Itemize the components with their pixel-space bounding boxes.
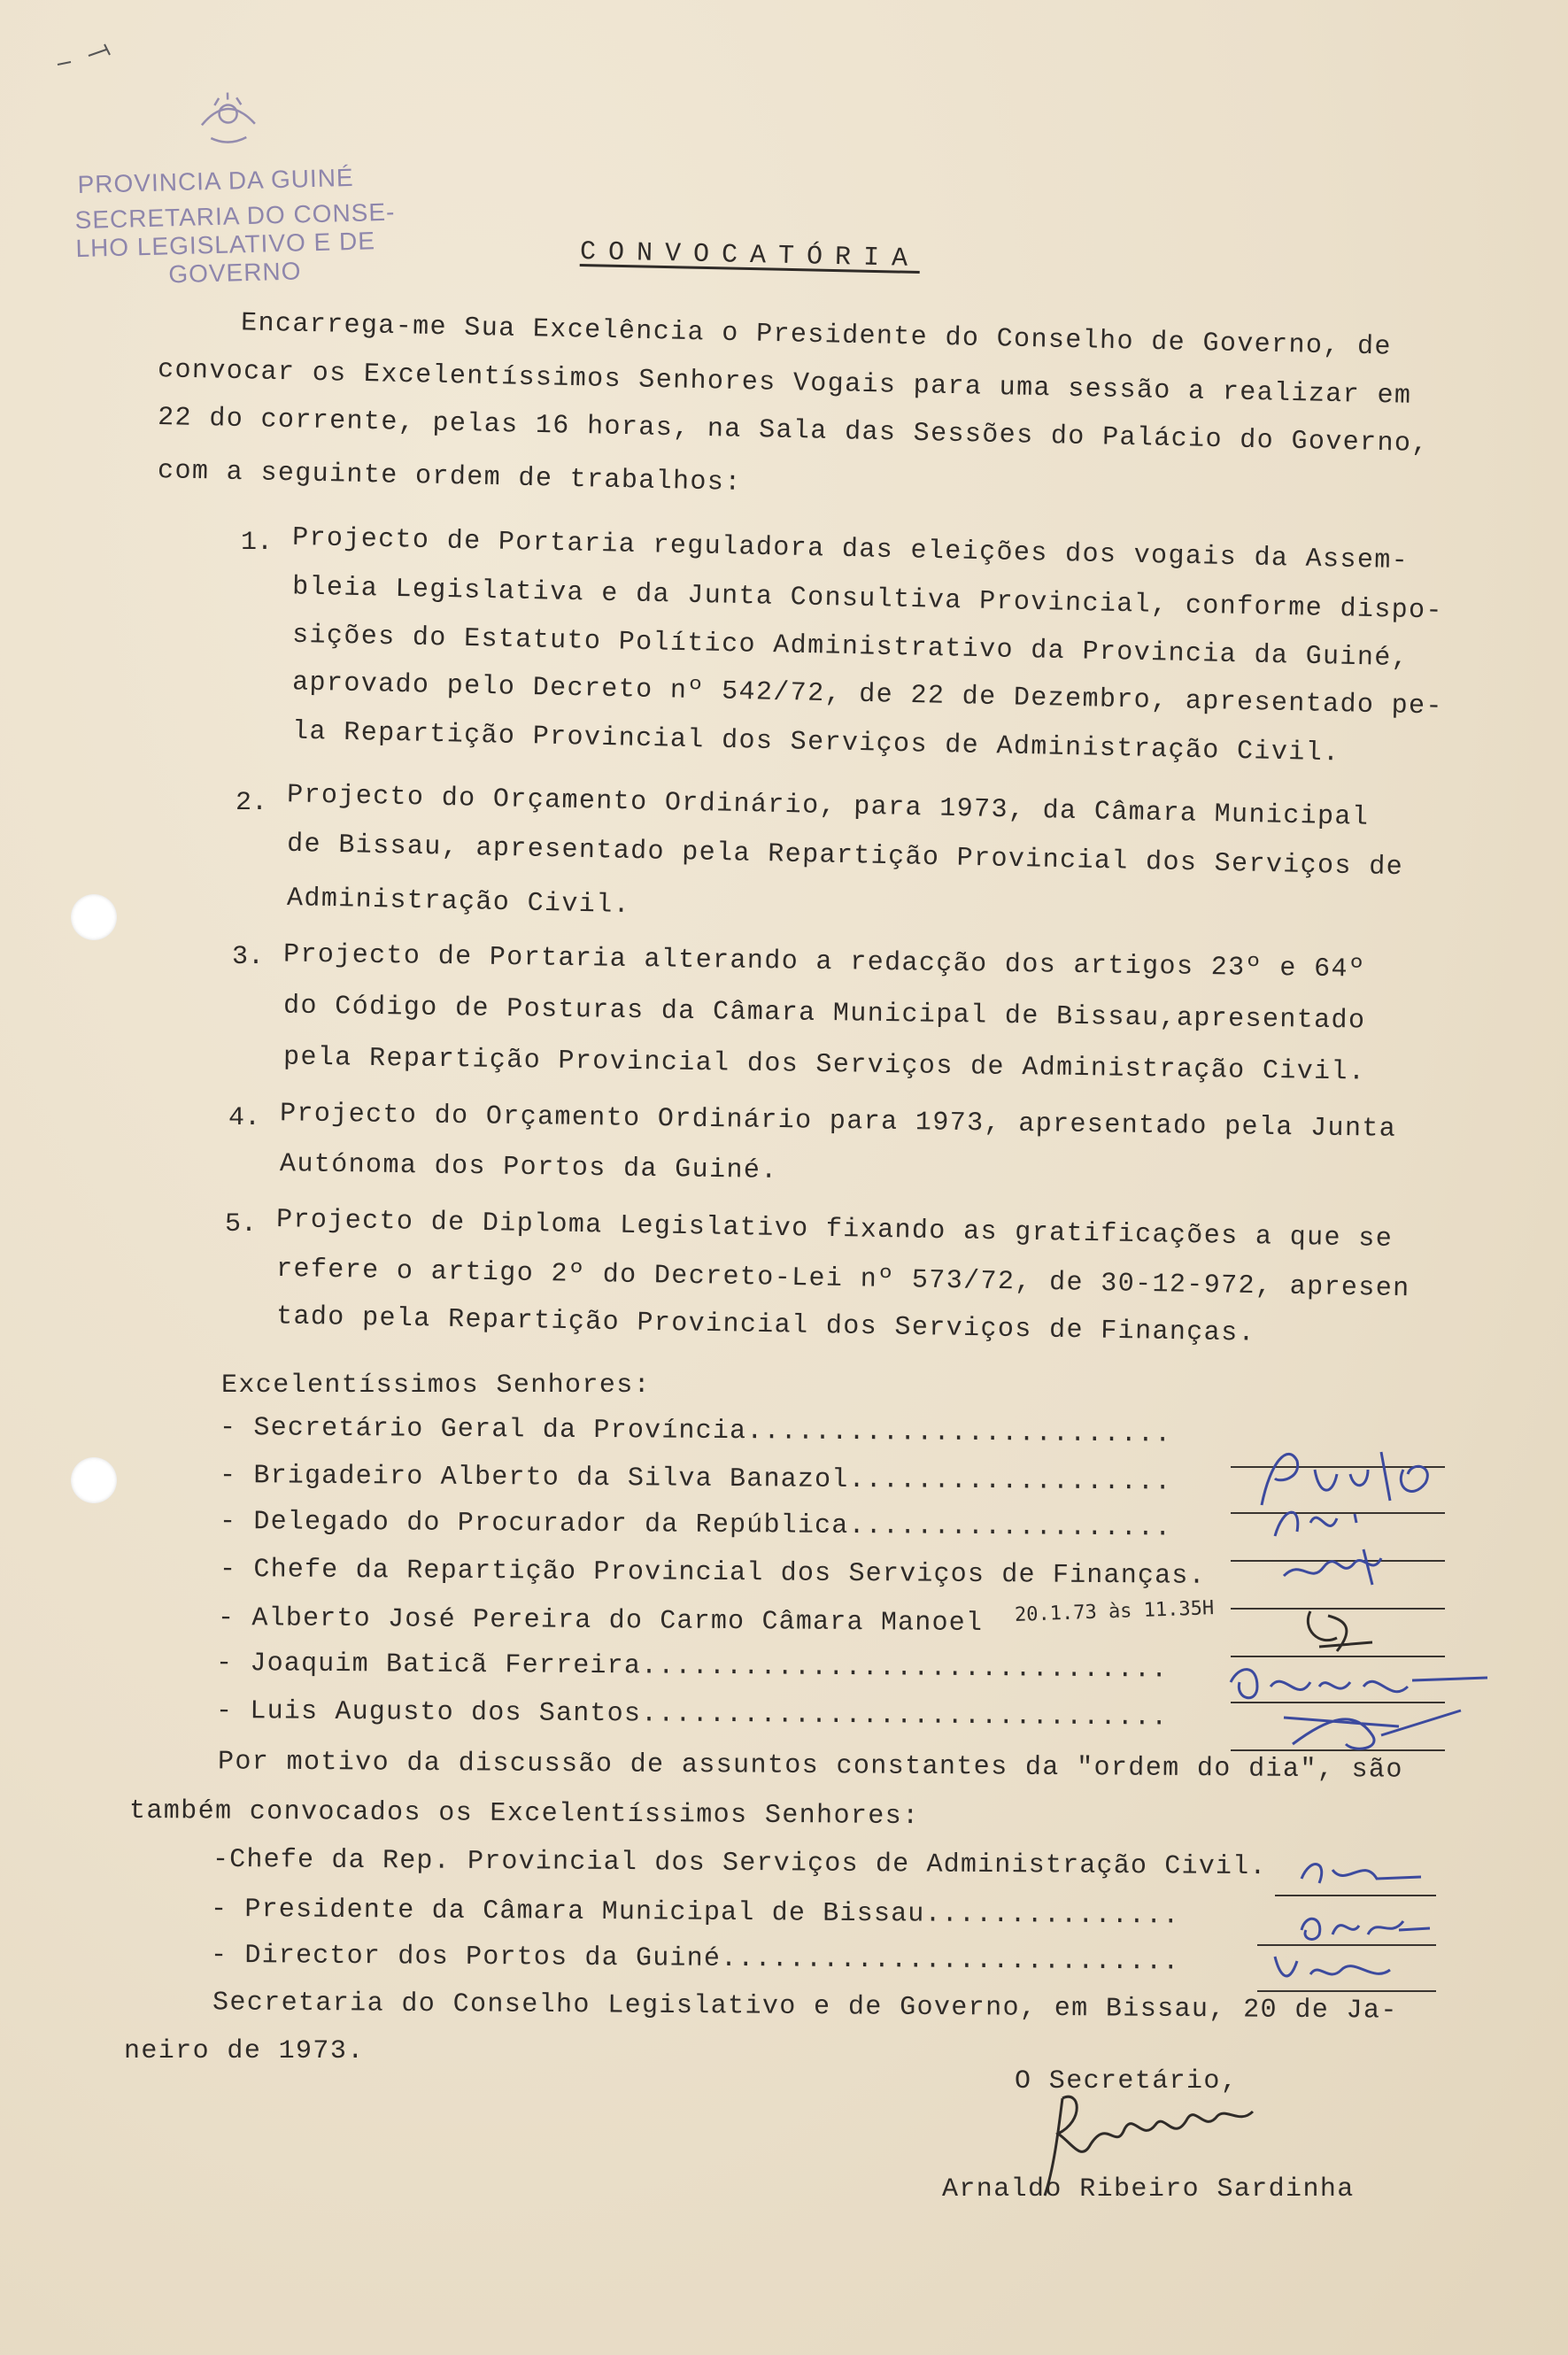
signature-role: O Secretário, (1015, 2066, 1239, 2096)
agenda-4-line-1: Projecto do Orçamento Ordinário para 1973, apresentado pela Junta (279, 1099, 1397, 1145)
member-row-1: - Secretário Geral da Província......................... (219, 1413, 1172, 1450)
agenda-3-line-1: Projecto de Portaria alterando a redacção dos artigos 23º e 64º (282, 939, 1366, 985)
agenda-1-line-5: la Repartição Provincial dos Serviços de Administração Civil. (291, 716, 1340, 769)
agenda-4-line-2: Autónoma dos Portos da Guiné. (279, 1149, 778, 1186)
agenda-1-line-1: Projecto de Portaria reguladora das eleições dos vogais da Assem- (291, 522, 1410, 577)
other-row-1: -Chefe da Rep. Provincial dos Serviços de Administração Civil. (212, 1844, 1267, 1883)
member-row-7: - Luis Augusto dos Santos............................... (215, 1696, 1169, 1733)
other-signature-3 (1257, 1948, 1417, 1992)
stamp-line-4: GOVERNO (167, 257, 302, 289)
coat-of-arms-icon (192, 89, 265, 152)
also-convoked-line-2: também convocados os Excelentíssimos Senhores: (128, 1795, 920, 1833)
member-row-2: - Brigadeiro Alberto da Silva Banazol................... (219, 1461, 1172, 1498)
member-signature-4 (1293, 1602, 1381, 1656)
agenda-number-3: 3. (232, 942, 265, 972)
member-row-5: - Alberto José Pereira do Carmo Câmara Manoel (217, 1602, 984, 1640)
punch-hole-bottom (71, 1457, 117, 1503)
other-signature-1 (1293, 1852, 1425, 1896)
official-stamp (59, 84, 436, 306)
agenda-2-line-2: de Bissau, apresentado pela Repartição Provincial dos Serviços de (286, 829, 1404, 884)
punch-hole-top (71, 894, 117, 940)
agenda-number-4: 4. (228, 1103, 261, 1133)
stamp-line-3: LHO LEGISLATIVO E DE (75, 227, 376, 263)
closing-line-1: Secretaria do Conselho Legislativo e de Governo, em Bissau, 20 de Ja- (212, 1988, 1398, 2027)
agenda-5-line-3: tado pela Repartição Provincial dos Serviços de Finanças. (275, 1301, 1256, 1349)
agenda-3-line-3: pela Repartição Provincial dos Serviços de Administração Civil. (282, 1042, 1366, 1088)
agenda-3-line-2: do Código de Posturas da Câmara Municipal de Bissau,apresentado (282, 991, 1366, 1037)
member-row-6: - Joaquim Baticã Ferreira............................... (215, 1648, 1169, 1686)
stamp-line-2: SECRETARIA DO CONSE- (74, 197, 396, 235)
agenda-2-line-1: Projecto do Orçamento Ordinário, para 1973, da Câmara Municipal (286, 780, 1370, 833)
intro-line-2: convocar os Excelentíssimos Senhores Vogais para uma sessão a realizar em (157, 355, 1412, 412)
agenda-number-1: 1. (241, 528, 274, 558)
stamp-line-1: PROVINCIA DA GUINÉ (77, 163, 355, 199)
agenda-5-line-1: Projecto de Diploma Legislativo fixando as gratificações a que se (275, 1204, 1394, 1255)
other-row-2: - Presidente da Câmara Municipal de Bissau............... (210, 1894, 1180, 1932)
agenda-number-2: 2. (236, 788, 268, 818)
other-row-3: - Director dos Portos da Guiné........................... (210, 1940, 1180, 1978)
agenda-2-line-3: Administração Civil. (286, 883, 631, 922)
members-heading: Excelentíssimos Senhores: (221, 1371, 652, 1401)
agenda-1-line-2: bleia Legislativa e da Junta Consultiva Provincial, conforme dispo- (291, 572, 1444, 627)
agenda-number-5: 5. (225, 1209, 258, 1239)
document-title: CONVOCATÓRIA (579, 236, 921, 275)
agenda-5-line-2: refere o artigo 2º do Decreto-Lei nº 573/72, de 30-12-972, apresen (275, 1254, 1410, 1305)
handwritten-date-note: 20.1.73 às 11.35H (1014, 1597, 1215, 1626)
intro-line-1: Encarrega-me Sua Excelência o Presidente do Conselho de Governo, de (240, 308, 1393, 363)
signature-name: Arnaldo Ribeiro Sardinha (942, 2174, 1355, 2204)
member-row-4: - Chefe da Repartição Provincial dos Serviços de Finanças. (219, 1555, 1206, 1592)
closing-line-2: neiro de 1973. (124, 2036, 365, 2066)
agenda-1-line-3: sições do Estatuto Político Administrativo da Provincia da Guiné, (291, 620, 1410, 675)
other-signature-2 (1293, 1903, 1434, 1948)
member-signature-6 (1275, 1700, 1470, 1762)
intro-line-3: 22 do corrente, pelas 16 horas, na Sala das Sessões do Palácio do Governo, (157, 402, 1430, 460)
also-convoked-line-1: Por motivo da discussão de assuntos constantes da "ordem do dia", são (217, 1747, 1403, 1786)
agenda-1-line-4: aprovado pelo Decreto nº 542/72, de 22 de Dezembro, apresentado pe- (291, 668, 1444, 722)
member-row-3: - Delegado do Procurador da República................... (219, 1507, 1172, 1544)
member-signature-3 (1275, 1540, 1399, 1594)
intro-line-4: com a seguinte ordem de trabalhos: (157, 456, 742, 498)
corner-mark (53, 42, 115, 69)
